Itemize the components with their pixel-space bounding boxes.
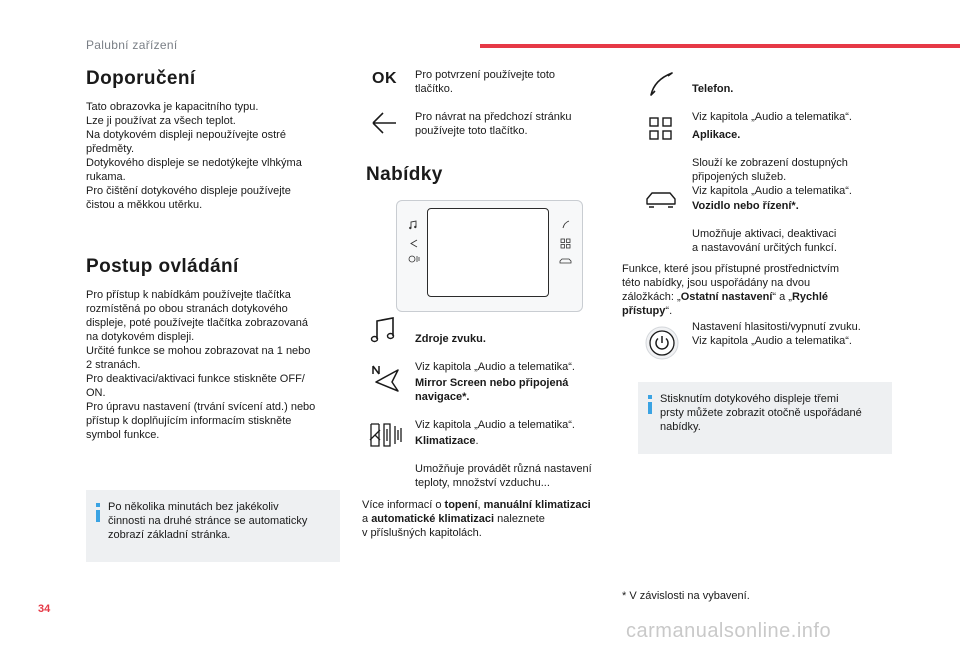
heading-doporuceni: Doporučení — [86, 68, 196, 89]
back-arrow-icon — [369, 111, 399, 135]
music-note-icon-small — [408, 220, 418, 230]
info-box-text: Po několika minutách bez jakékoliv činnosti na druhé stránce se automaticky zobrazí základní stránka. — [108, 501, 308, 541]
menu-item-text: Viz kapitola „Audio a telematika“. — [415, 361, 575, 373]
car-icon-small — [559, 257, 572, 265]
ok-description: Pro potvrzení používejte toto tlačítko. — [415, 69, 556, 95]
menu-item-title: Klimatizace — [415, 435, 476, 447]
menu-item-title: Telefon. — [692, 83, 734, 95]
climate-icon-small — [407, 254, 421, 264]
doporuceni-text: Tato obrazovka je kapacitního typu. Lze ji používat za všech teplot. Na dotykovém displeji nepoužívejte ostré předměty. Dotykového displeje se nedotýkejte vlhkýma rukama. Pro čištění dotykového displeje používejte čistou a měkkou utěrku. — [86, 101, 302, 211]
menu-item-text: Slouží ke zobrazení dostupných připojených služeb. Viz kapitola „Audio a telematika“. — [692, 157, 852, 197]
ok-icon: OK — [372, 70, 397, 87]
menu-item-text: Umožňuje provádět různá nastavení teploty, množství vzduchu... — [415, 463, 592, 489]
volume-description: Nastavení hlasitosti/vypnutí zvuku. Viz kapitola „Audio a telematika“. — [692, 321, 861, 347]
volume-power-icon — [644, 325, 680, 361]
info-box-three-finger — [638, 382, 892, 454]
apps-icon-small — [560, 238, 571, 249]
menu-item-title: Mirror Screen nebo připojená navigace*. — [415, 377, 569, 403]
functions-intro-text: Funkce, které jsou přístupné prostřednictvím této nabídky, jsou uspořádány na dvou záložkách: „Ostatní nastavení“ a „Rychlé přístupy“. — [622, 263, 840, 317]
mirror-screen-icon — [370, 364, 402, 394]
heading-nabidky: Nabídky — [366, 164, 443, 185]
postup-ovladani-text: Pro přístup k nabídkám používejte tlačítka rozmístěná po obou stranách dotykového displeje, poté používejte tlačítka zobrazovaná na dotykovém displeji. Určité funkce se mohou zobrazovat na 1 nebo 2 stranách. Pro deaktivaci/aktivaci funkce stiskněte OFF/ ON. Pro úpravu nastavení (trvání svícení atd.) nebo přístup k doplňujícím informacím stiskněte symbol funkce. — [86, 289, 316, 441]
menu-item-klimatizace: Klimatizace. Umožňuje provádět různá nastavení teploty, množství vzduchu... — [415, 435, 592, 489]
watermark: carmanualsonline.info — [626, 620, 832, 642]
display-screen — [427, 208, 549, 297]
menu-item-title: Vozidlo nebo řízení*. — [692, 200, 799, 212]
climate-icon — [368, 420, 404, 450]
footnote: * V závislosti na vybavení. — [622, 590, 750, 602]
info-box-text: Stisknutím dotykového displeje třemi prsty můžete zobrazit otočně uspořádané nabídky. — [660, 393, 862, 433]
display-illustration — [396, 200, 583, 312]
heading-postup-ovladani: Postup ovládání — [86, 256, 239, 277]
menu-item-title: Zdroje zvuku. — [415, 333, 486, 345]
info-icon — [96, 510, 100, 522]
menu-item-title: Aplikace. — [692, 129, 741, 141]
phone-icon-small — [561, 220, 571, 230]
info-box-home-page — [86, 490, 340, 562]
more-info-text: Více informací o topení, manuální klimatizaci a automatické klimatizaci naleznete v příslušných kapitolách. — [362, 499, 591, 539]
music-note-icon — [369, 315, 399, 345]
car-icon — [645, 188, 677, 210]
apps-grid-icon — [648, 116, 674, 142]
menu-item-text: Viz kapitola „Audio a telematika“. — [415, 419, 575, 431]
menu-item-text: Viz kapitola „Audio a telematika“. — [692, 111, 852, 123]
mirror-screen-icon-small — [409, 239, 418, 248]
menu-item-vozidlo — [692, 185, 892, 255]
menu-item-text: Umožňuje aktivaci, deaktivaci a nastavování určitých funkcí. — [692, 228, 837, 254]
back-description: Pro návrat na předchozí stránku používejte toto tlačítko. — [415, 111, 572, 137]
section-title: Palubní zařízení — [86, 38, 178, 52]
info-icon — [648, 402, 652, 414]
header-accent-bar — [480, 44, 960, 48]
phone-icon — [648, 70, 676, 98]
page-number: 34 — [38, 603, 51, 615]
